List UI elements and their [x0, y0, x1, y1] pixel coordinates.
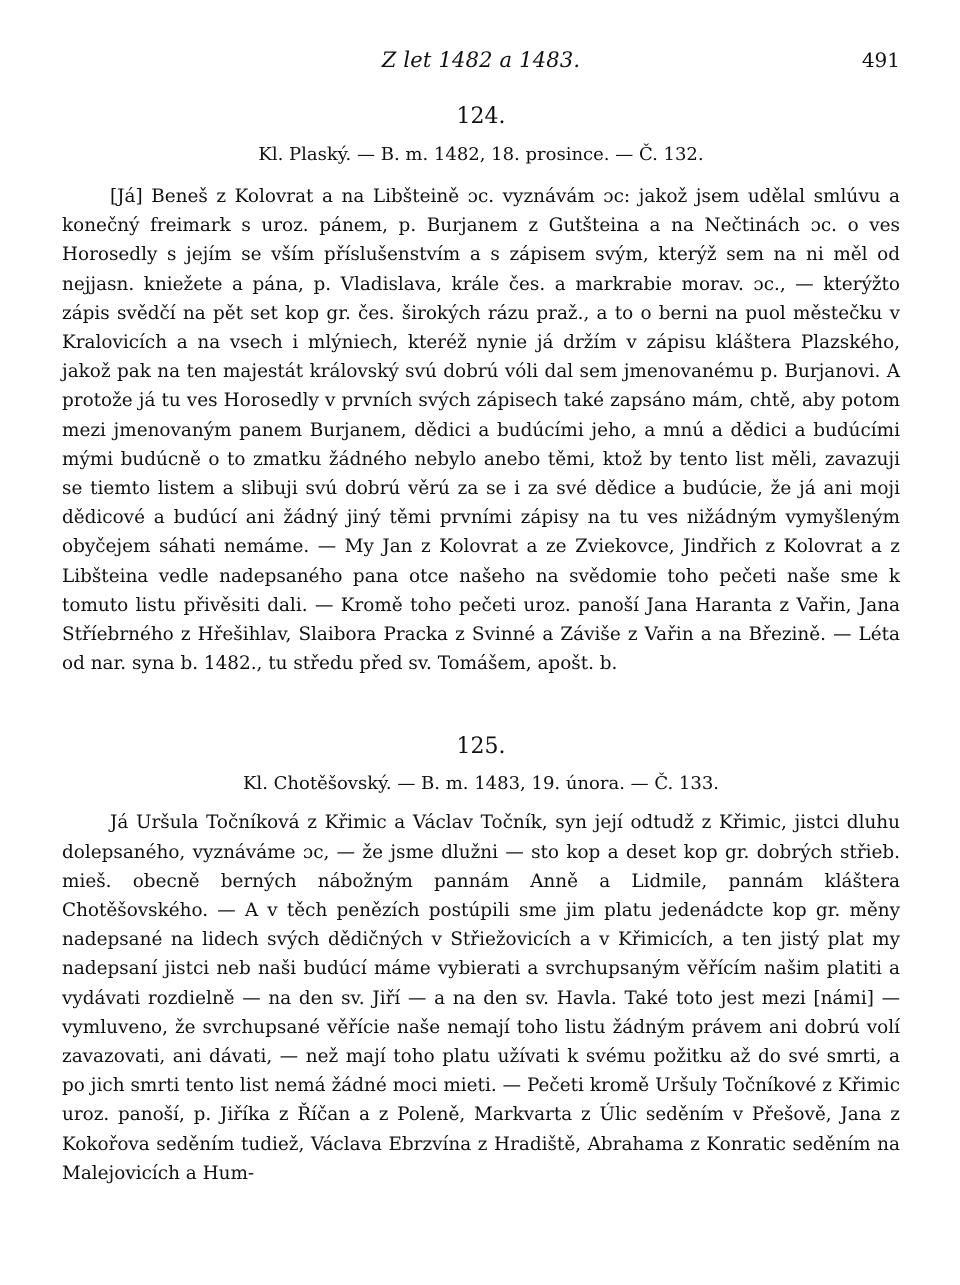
document-text: [Já] Beneš z Kolovrat a na Libšteině ɔc. vyznávám ɔc: jakož jsem udělal smlúvu a konečný freimark s uroz. pánem, p. Burjanem z Gutšteina a na Nečtinách ɔc. o ves Horosedly s jejím se vším příslušenstvím a s zápisem svým, kterýž sem na ni měl od nejjasn. kniežete a pána, p. Vladislava, krále čes. a markrabie morav. ɔc., — kterýžto zápis svědčí na pět set kop gr. čes. širokých rázu praž., a to o berni na puol městečku v Kralovicích a na vsech i mlýniech, kteréž nynie já držím v zápisu kláštera Plazského, jakož pak na ten majestát královský svú dobrú vóli dal sem jmenovanému p. Burjanovi. A protože já tu ves Horosedly v prvních svých zápisech také zapsáno mám, chtě, aby potom mezi jmenovaným panem Burjanem, dědici a budúcími jeho, a mnú a dědici a budúcími mými budúcně o to zmatku žádného nebylo anebo těmi, ktož by tento list měli, zavazuji se tiemto listem a slibuji svú dobrú věrú za se i za své dědice a budúcie, že já ani moji dědicové a budúcí ani žádný jiný těmi prvními zápisy na tu ves nižádným vymyšleným obyčejem sáhati nemáme. — My Jan z Kolovrat a ze Zviekovce, Jindřich z Kolovrat a z Libšteina vedle nadepsaného pana otce našeho na svědomie toho pečeti naše sme k tomuto listu přivěsiti dali. — Kromě toho pečeti uroz. panoší Jana Haranta z Vařin, Jana Stříebrného z Hřešihlav, Slaibora Pracka z Svinné a Záviše z Vařin a na Březině. — Léta od nar. syna b. 1482., tu středu před sv. Tomášem, apošt. b.	[62, 185, 900, 675]
document-metadata: Kl. Chotěšovský. — B. m. 1483, 19. února. — Č. 133.	[242, 772, 720, 794]
document-entry-125	[62, 734, 900, 1188]
running-header	[62, 40, 900, 80]
document-metadata: Kl. Plaský. — B. m. 1482, 18. prosince. — Č. 132.	[258, 144, 704, 166]
document-entry-124	[62, 104, 900, 678]
document-number: 125.	[456, 734, 506, 760]
page-number: 491	[861, 48, 900, 72]
running-title: Z let 1482 a 1483.	[381, 48, 581, 72]
document-number: 124.	[456, 104, 506, 129]
document-text: Já Uršula Točníková z Křimic a Václav Točník, syn její odtudž z Křimic, jistci dluhu dolepsaného, vyznáváme ɔc, — že jsme dlužni — sto kop a deset kop gr. dobrých střieb. mieš. obecně berných nábožným pannám Anně a Lidmile, pannám kláštera Chotěšovského. — A v těch penězích postúpili sme jim platu jedenádcte kop gr. měny nadepsané na lidech svých dědičných v Střiežovicích a v Křimicích, a ten jistý plat my nadepsaní jistci neb naši budúcí máme vybierati a svrchupsaným věřícím našim platiti a vydávati rozdielně — na den sv. Jiří — a na den sv. Havla. Také toto jest mezi [námi] — vymluveno, že svrchupsané věřície naše nemají toho listu žádným právem ani dobrú volí zavazovati, ani dávati, — než mají toho platu užívati k svému požitku až do své smrti, a po jich smrti tento list nemá žádné moci mieti. — Pečeti kromě Uršuly Točníkové z Křimic uroz. panoší, p. Jiříka z Říčan a z Poleně, Markvarta z Úlic seděním v Přešově, Jana z Kokořova seděním tudiež, Václava Ebrzvína z Hradiště, Abrahama z Konratic seděním na Malejovicích a Hum-	[62, 812, 900, 1184]
